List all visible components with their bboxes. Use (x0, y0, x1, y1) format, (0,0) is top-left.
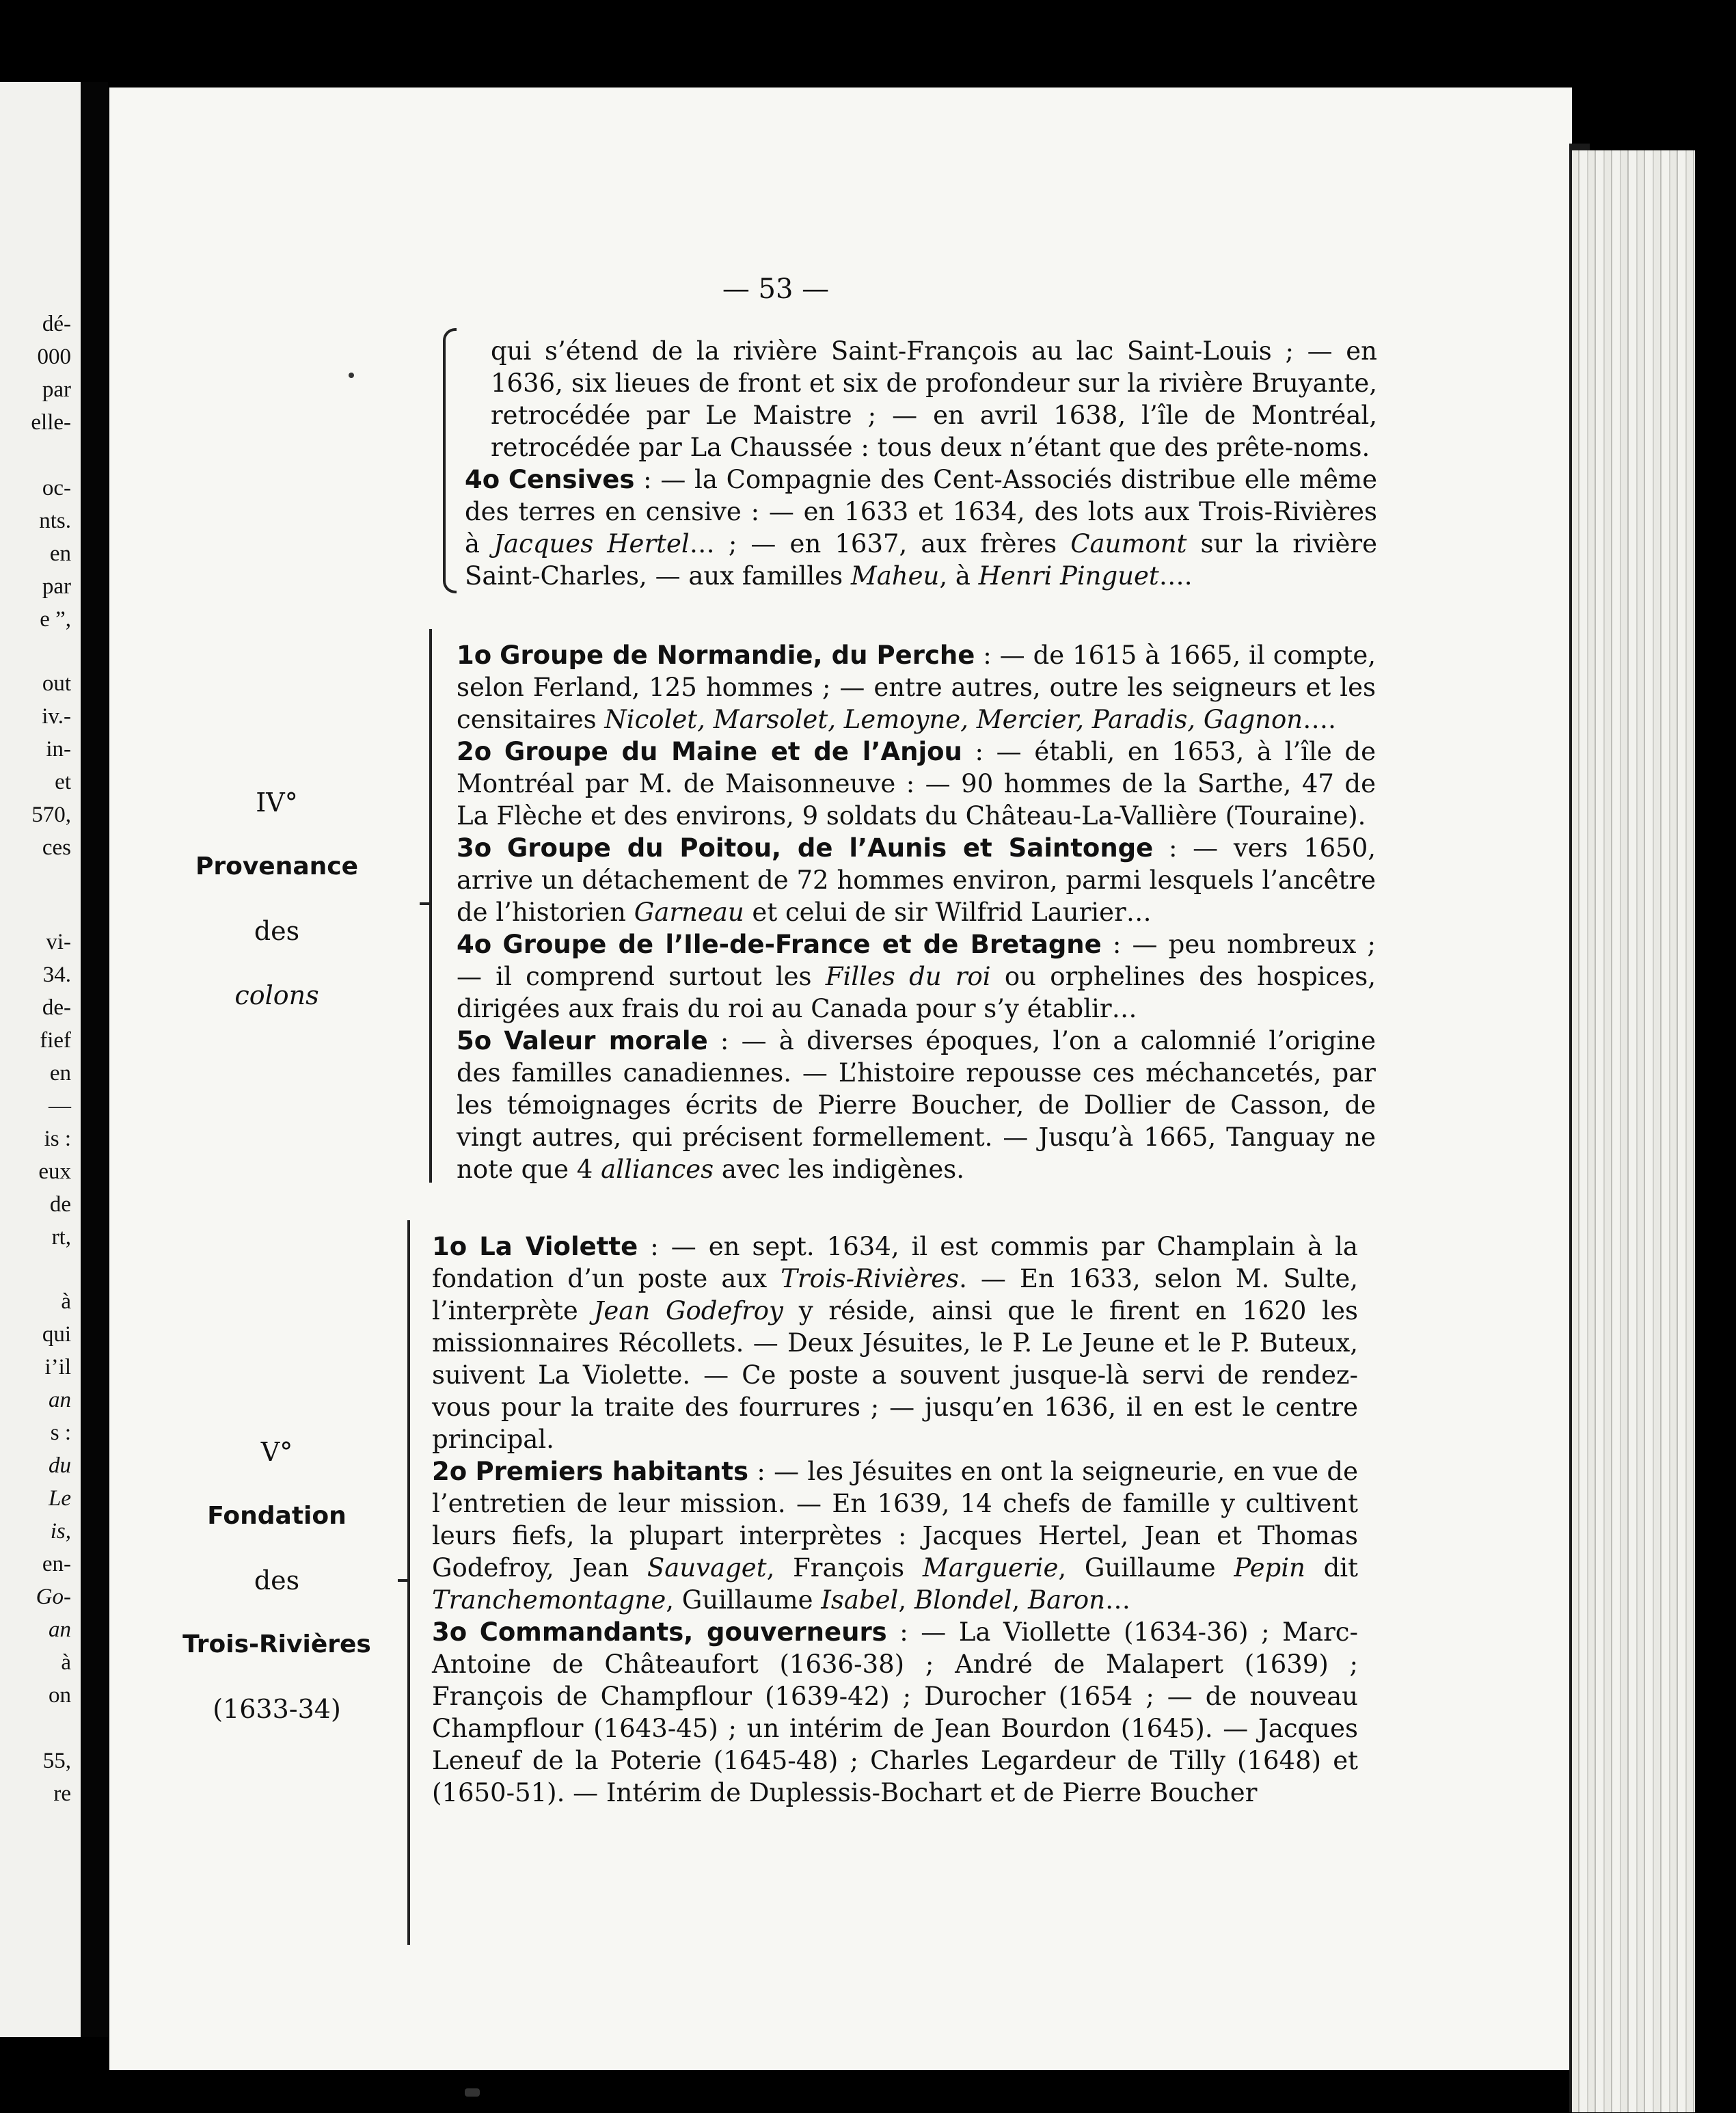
item-number: 5o (457, 1026, 492, 1055)
text: …. (1303, 705, 1336, 734)
left-page-fragment: Go- (36, 1585, 71, 1609)
item-number: 4o (457, 930, 492, 959)
item-number: 2o (457, 737, 492, 766)
left-page-fragment: vi- (46, 930, 71, 954)
item-poitou (457, 832, 1376, 928)
text: avec les indigènes. (714, 1155, 964, 1184)
name: Filles du roi (825, 962, 991, 991)
item-number: 3o (457, 833, 492, 863)
paragraph-censives (465, 463, 1377, 592)
left-page-fragment: du (49, 1453, 71, 1478)
text: et celui de sir Wilfrid Laurier… (744, 898, 1152, 927)
section-number: IV° (256, 788, 298, 818)
left-page-fragment: 000 (37, 345, 71, 369)
left-page-fragment: in- (46, 737, 71, 762)
name: Maheu (850, 561, 940, 591)
names: Nicolet, Marsolet, Lemoyne, Mercier, Paradis, Gagnon (604, 705, 1303, 734)
left-page-fragment: Le (49, 1486, 71, 1511)
name: Tranchemontagne (432, 1585, 666, 1615)
text: ou orphelines des hospices, dirigées aux frais du roi au Canada pour s’y établir… (457, 962, 1376, 1023)
name: Caumont (1070, 529, 1187, 558)
margin-note-section-v (157, 1436, 396, 1725)
margin-heading: Fondation (207, 1502, 347, 1530)
section-iv-brace (429, 629, 444, 1183)
left-page-fragment: à (61, 1289, 71, 1314)
item-heading: Premiers habitants (475, 1457, 749, 1486)
name: Jacques Hertel (493, 529, 690, 558)
brace-point (398, 1579, 407, 1582)
left-page-fragment: à (61, 1650, 71, 1675)
brace-point (420, 902, 429, 905)
text: : — vers 1650, arrive un détachement de 72 hommes environ, parmi lesquels l’ancêtre de l’historien (457, 833, 1376, 927)
left-page-fragment: en- (42, 1552, 71, 1576)
text: …. (1158, 561, 1193, 591)
left-page-fragment: s : (50, 1421, 71, 1445)
left-page-fragment: 34. (42, 963, 71, 987)
left-page-fragment: 570, (31, 803, 71, 827)
item-ile-de-france (457, 928, 1376, 1025)
text: : — peu nombreux ; — il comprend surtout les (457, 930, 1376, 991)
left-page-fragment: nts. (39, 509, 71, 533)
item-la-violette (432, 1230, 1358, 1455)
item-heading: Groupe du Maine et de l’Anjou (504, 737, 962, 766)
left-page-fragment: et (55, 770, 71, 794)
left-page-fragment: rt, (51, 1225, 71, 1250)
left-page-fragment: i’il (44, 1355, 71, 1379)
previous-page-edge (0, 82, 81, 2037)
name: Sauvaget (647, 1553, 767, 1583)
heading-censives: Censives (508, 465, 635, 494)
left-page-fragment: iv.- (42, 704, 71, 729)
speck (349, 373, 354, 378)
top-block-bracket (443, 328, 457, 593)
text: : — à diverses époques, l’on a calomnié l’origine des familles canadiennes. — L’histoire repousse ces méchancetés, par les témoignages écrits de Pierre Boucher, de Dollier de Casson, de vingt autres, qui précisent formellement. — Jusqu’à 1665, Tanguay ne note que 4 (457, 1026, 1376, 1184)
place: Trois-Rivières (781, 1264, 960, 1293)
item-heading: Groupe de Normandie, du Perche (500, 641, 975, 670)
book-fore-edge (1572, 150, 1695, 2112)
margin-word-italic: colons (234, 980, 319, 1010)
item-heading: La Violette (479, 1232, 638, 1261)
left-page-fragment: par (42, 377, 71, 402)
section-iv-text (457, 639, 1376, 1185)
left-page-fragment: de- (42, 995, 71, 1020)
margin-heading: Provenance (195, 852, 359, 880)
text: sur la rivière Saint-Charles, — aux familles (465, 529, 1377, 591)
name: Garneau (634, 898, 744, 927)
item-commandants (432, 1616, 1358, 1809)
left-page-fragment: eux (38, 1159, 71, 1184)
left-page-fragment: par (42, 574, 71, 599)
item-heading: Commandants, gouverneurs (479, 1617, 887, 1647)
text: : — établi, en 1653, à l’île de Montréal par M. de Maisonneuve : — 90 hommes de la Sarthe, 47 de La Flèche et des environs, 9 soldats du Château-La-Vallière (Touraine). (457, 737, 1376, 831)
section-v-brace (407, 1220, 422, 1945)
text: … ; — en 1637, aux frères (689, 529, 1071, 558)
left-page-fragment: — (49, 1094, 71, 1118)
name: Pepin (1234, 1553, 1305, 1583)
top-block (465, 335, 1377, 592)
left-page-fragment: fief (40, 1028, 71, 1053)
name: Jean Godefroy (593, 1296, 783, 1325)
item-normandie (457, 639, 1376, 736)
margin-word: des (254, 1565, 300, 1596)
text: , François (766, 1553, 923, 1583)
text: : — La Viollette (1634-36) ; Marc-Antoine de Châteaufort (1636-38) ; André de Malapert (1639) ; François de Champflour (1639-42) ; Durocher (1654 ; — de nouveau Champflour (1643-45) ; un intérim de Jean Bourdon (1645). — Jacques Leneuf de la Poterie (1645-48) ; Charles Legardeur de Tilly (1648) et (1650-51). — Intérim de Duplessis-Bochart et de Pierre Boucher (432, 1617, 1358, 1807)
speck (465, 2088, 480, 2097)
text: , Guillaume (1058, 1553, 1234, 1583)
text: y réside, ainsi que le firent en 1620 les missionnaires Récollets. — Deux Jésuites, le P. Le Jeune et le P. Buteux, suivent La Violette. — Ce poste a souvent jusque-là servi de rendez-vous pour la traite des fourrures ; — jusqu’en 1636, il en est le centre principal. (432, 1296, 1358, 1454)
item-heading: Valeur morale (504, 1026, 708, 1055)
item-maine-anjou (457, 736, 1376, 832)
left-page-fragment: e ”, (40, 607, 71, 632)
left-page-fragment: dé- (42, 312, 71, 336)
margin-heading-2: Trois-Rivières (182, 1630, 371, 1658)
item-number: 1o (457, 641, 492, 670)
left-page-fragment: out (42, 671, 71, 696)
term: alliances (601, 1155, 714, 1184)
left-page-fragment: is : (44, 1127, 71, 1151)
paragraph-seigneuries-cont: qui s’étend de la rivière Saint-François au lac Saint-Louis ; — en 1636, six lieues de front et six de profondeur sur la rivière Bruyante, retrocédée par Le Maistre ; — en avril 1638, l’île de Montréal, retrocédée par La Chaussée : tous deux n’étant que des prête-noms. (491, 336, 1377, 462)
left-page-fragment: elle- (31, 410, 71, 435)
left-page-fragment: on (49, 1683, 71, 1708)
name: Blondel (914, 1585, 1012, 1615)
item-premiers-habitants (432, 1455, 1358, 1616)
left-page-fragment: 55, (42, 1749, 71, 1773)
page-number: — 53 — (722, 273, 830, 305)
item-number: 4o (465, 465, 500, 494)
left-page-fragment: an (49, 1617, 71, 1642)
item-heading: Groupe de l’Ile-de-France et de Bretagne (502, 930, 1102, 959)
name: Baron (1027, 1585, 1106, 1615)
left-page-fragment: re (53, 1781, 71, 1806)
text: , (1012, 1585, 1028, 1615)
name: Isabel (821, 1585, 899, 1615)
left-page-fragment: is, (50, 1519, 71, 1544)
left-page-fragment: de (49, 1192, 71, 1217)
margin-word: des (254, 916, 300, 946)
name: Marguerie (922, 1553, 1059, 1583)
section-v-text (432, 1230, 1358, 1809)
text: , Guillaume (666, 1585, 822, 1615)
left-page-fragment: ces (42, 835, 71, 860)
text: , à (939, 561, 979, 591)
text: dit (1305, 1553, 1358, 1583)
left-page-fragment: oc- (42, 476, 71, 500)
left-page-fragment: en (49, 1061, 71, 1086)
item-number: 3o (432, 1617, 467, 1647)
text: … (1105, 1585, 1131, 1615)
text: : — de 1615 à 1665, il compte, selon Ferland, 125 hommes ; — entre autres, outre les seigneurs et les censitaires (457, 641, 1376, 734)
item-heading: Groupe du Poitou, de l’Aunis et Saintonge (506, 833, 1154, 863)
text: : — les Jésuites en ont la seigneurie, en vue de l’entretien de leur mission. — En 1639, 14 chefs de famille y cultivent leurs fiefs, la plupart interprètes : Jacques Hertel, Jean et Thomas Godefroy, Jean (432, 1457, 1359, 1583)
text: : — en sept. 1634, il est commis par Champlain à la fondation d’un poste aux (432, 1232, 1358, 1293)
text: . — En 1633, selon M. Sulte, l’interprète (432, 1264, 1358, 1325)
left-page-fragment: an (49, 1388, 71, 1412)
text: : — la Compagnie des Cent-Associés distribue elle même des terres en censive : — en 1633 et 1634, des lots aux Trois-Rivières à (465, 465, 1377, 558)
item-valeur-morale (457, 1025, 1376, 1185)
section-number: V° (260, 1437, 293, 1467)
margin-note-section-iv (157, 786, 396, 1012)
text: , (898, 1585, 914, 1615)
left-page-fragment: en (49, 541, 71, 566)
item-number: 1o (432, 1232, 467, 1261)
item-number: 2o (432, 1457, 467, 1486)
book-gutter (81, 82, 108, 2037)
margin-date: (1633-34) (213, 1694, 341, 1724)
name: Henri Pinguet (978, 561, 1159, 591)
left-page-fragment: qui (42, 1322, 71, 1347)
